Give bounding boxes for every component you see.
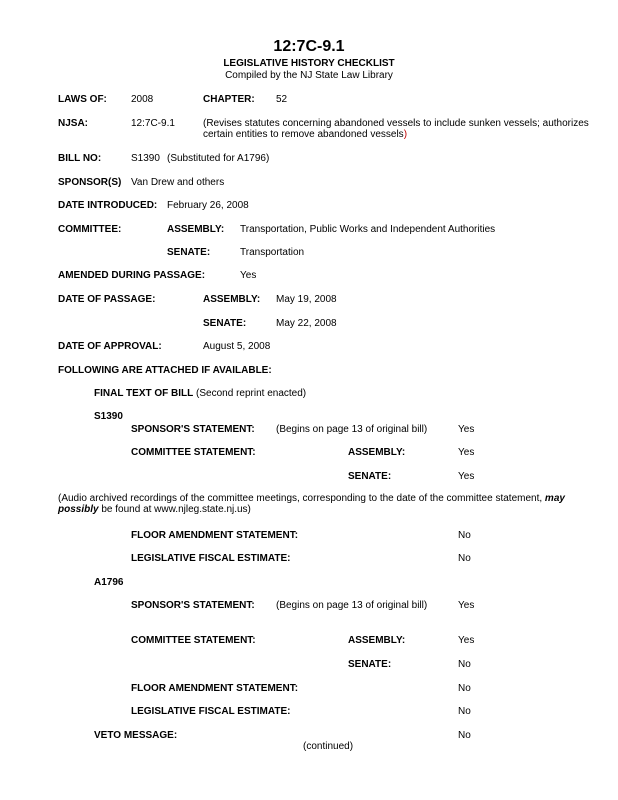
sponsors-value: Van Drew and others [131, 177, 225, 188]
committee-senate-label: SENATE: [167, 247, 211, 258]
date-introduced-label: DATE INTRODUCED: [58, 200, 158, 211]
njsa-value: 12:7C-9.1 [131, 118, 175, 129]
final-text-note: (Second reprint enacted) [196, 388, 307, 399]
a1796-senate-label: SENATE: [348, 659, 392, 670]
a1796-heading: A1796 [94, 577, 124, 588]
a1796-sponsor-value: Yes [458, 600, 475, 611]
a1796-sponsor-label: SPONSOR'S STATEMENT: [131, 600, 255, 611]
s1390-senate-value: Yes [458, 471, 475, 482]
passage-senate-value: May 22, 2008 [276, 318, 337, 329]
passage-assembly-label: ASSEMBLY: [203, 294, 261, 305]
njsa-label: NJSA: [58, 118, 89, 129]
chapter-value: 52 [276, 94, 288, 105]
page-title: 12:7C-9.1 [273, 38, 345, 55]
s1390-sponsor-note: (Begins on page 13 of original bill) [276, 424, 428, 435]
s1390-floor-label: FLOOR AMENDMENT STATEMENT: [131, 530, 299, 541]
compiled-by: Compiled by the NJ State Law Library [225, 70, 393, 81]
laws-of-value: 2008 [131, 94, 154, 105]
s1390-fiscal-value: No [458, 553, 471, 564]
s1390-assembly-value: Yes [458, 447, 475, 458]
sponsors-label: SPONSOR(S) [58, 177, 122, 188]
date-introduced-value: February 26, 2008 [167, 200, 249, 211]
a1796-assembly-value: Yes [458, 635, 475, 646]
njsa-description-text: certain entities to remove abandoned vessels [203, 129, 404, 140]
page-subtitle: LEGISLATIVE HISTORY CHECKLIST [223, 58, 395, 69]
s1390-senate-label: SENATE: [348, 471, 392, 482]
committee-senate-value: Transportation [240, 247, 305, 258]
veto-label: VETO MESSAGE: [94, 730, 178, 741]
a1796-assembly-label: ASSEMBLY: [348, 635, 406, 646]
continued-note: (continued) [303, 741, 354, 752]
s1390-committee-label: COMMITTEE STATEMENT: [131, 447, 256, 458]
date-of-approval-value: August 5, 2008 [203, 341, 271, 352]
audio-note-emphasis: may possibly [58, 493, 565, 515]
amended-value: Yes [240, 270, 257, 281]
njsa-description-line2 [203, 129, 407, 140]
bill-no-note: (Substituted for A1796) [167, 153, 270, 164]
audio-note-part2: be found at www.njleg.state.nj.us) [101, 504, 251, 515]
final-text-label: FINAL TEXT OF BILL [94, 388, 194, 399]
s1390-fiscal-label: LEGISLATIVE FISCAL ESTIMATE: [131, 553, 291, 564]
veto-value: No [458, 730, 471, 741]
a1796-sponsor-note: (Begins on page 13 of original bill) [276, 600, 428, 611]
njsa-description-close: ) [403, 129, 408, 140]
date-of-passage-label: DATE OF PASSAGE: [58, 294, 156, 305]
s1390-floor-value: No [458, 530, 471, 541]
bill-no-label: BILL NO: [58, 153, 102, 164]
s1390-assembly-label: ASSEMBLY: [348, 447, 406, 458]
njsa-description-line1: (Revises statutes concerning abandoned vessels to include sunken vessels; authorizes [203, 118, 589, 129]
a1796-floor-label: FLOOR AMENDMENT STATEMENT: [131, 683, 299, 694]
a1796-floor-value: No [458, 683, 471, 694]
passage-assembly-value: May 19, 2008 [276, 294, 337, 305]
a1796-fiscal-label: LEGISLATIVE FISCAL ESTIMATE: [131, 706, 291, 717]
a1796-fiscal-value: No [458, 706, 471, 717]
attached-heading: FOLLOWING ARE ATTACHED IF AVAILABLE: [58, 365, 272, 376]
a1796-senate-value: No [458, 659, 471, 670]
final-text-row [94, 388, 306, 399]
committee-assembly-label: ASSEMBLY: [167, 224, 225, 235]
s1390-sponsor-label: SPONSOR'S STATEMENT: [131, 424, 255, 435]
s1390-heading: S1390 [94, 411, 123, 422]
a1796-committee-label: COMMITTEE STATEMENT: [131, 635, 256, 646]
audio-note-part1: (Audio archived recordings of the committee meetings, corresponding to the date of the committee statement, [58, 493, 543, 504]
audio-note [58, 493, 603, 515]
passage-senate-label: SENATE: [203, 318, 247, 329]
amended-label: AMENDED DURING PASSAGE: [58, 270, 206, 281]
date-of-approval-label: DATE OF APPROVAL: [58, 341, 162, 352]
bill-no-value: S1390 [131, 153, 160, 164]
committee-label: COMMITTEE: [58, 224, 122, 235]
committee-assembly-value: Transportation, Public Works and Independent Authorities [240, 224, 496, 235]
laws-of-label: LAWS OF: [58, 94, 107, 105]
chapter-label: CHAPTER: [203, 94, 255, 105]
s1390-sponsor-value: Yes [458, 424, 475, 435]
